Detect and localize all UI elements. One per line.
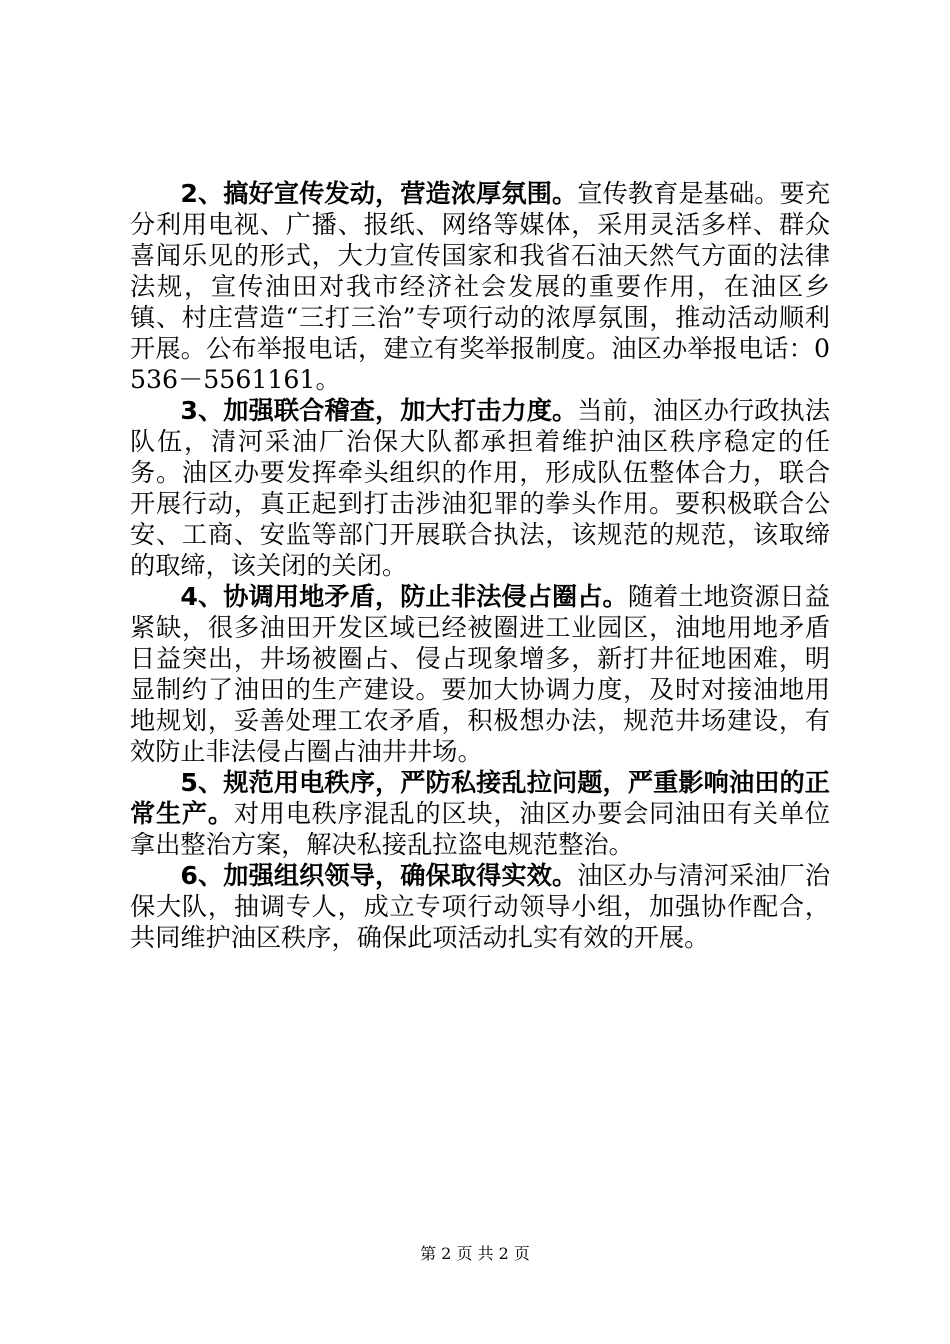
paragraph-joint-inspection xyxy=(130,395,830,581)
paragraph-text: 当前，油区办行政执法队伍，清河采油厂治保大队都承担着维护油区秩序稳定的任务。油区办要发挥牵头组织的作用，形成队伍整体合力，联合开展行动，真正起到打击涉油犯罪的拳头作用。要积极联合公安、工商、安监等部门开展联合执法，该规范的规范，该取缔的取缔，该关闭的关闭。 xyxy=(130,396,831,580)
paragraph-text: 宣传教育是基础。要充分利用电视、广播、报纸、网络等媒体，采用灵活多样、群众喜闻乐见的形式，大力宣传国家和我省石油天然气方面的法律法规，宣传油田对我市经济社会发展的重要作用，在油区乡镇、村庄营造“三打三治”专项行动的浓厚氛围，推动活动顺利开展。公布举报电话，建立有奖举报制度。油区办举报电话：0536－5561161。 xyxy=(130,179,831,394)
paragraph-heading: 5、规范用电秩序，严防私接乱拉问题，严重影响油田的正常生产。 xyxy=(130,768,830,828)
document-body xyxy=(130,178,830,953)
paragraph-heading: 3、加强联合稽查，加大打击力度。 xyxy=(180,396,578,425)
paragraph-publicity xyxy=(130,178,830,395)
paragraph-text: 随着土地资源日益紧缺，很多油田开发区域已经被圈进工业园区，油地用地矛盾日益突出，井场被圈占、侵占现象增多，新打井征地困难，明显制约了油田的生产建设。要加大协调力度，及时对接油地用地规划，妥善处理工农矛盾，积极想办法，规范井场建设，有效防止非法侵占圈占油井井场。 xyxy=(130,582,830,766)
paragraph-heading: 6、加强组织领导，确保取得实效。 xyxy=(180,861,578,890)
paragraph-land-use xyxy=(130,581,830,767)
paragraph-electricity xyxy=(130,767,830,860)
paragraph-text: 对用电秩序混乱的区块，油区办要会同油田有关单位拿出整治方案，解决私接乱拉盗电规范整治。 xyxy=(130,799,831,859)
paragraph-text: 油区办与清河采油厂治保大队，抽调专人，成立专项行动领导小组，加强协作配合，共同维护油区秩序，确保此项活动扎实有效的开展。 xyxy=(130,861,831,952)
paragraph-heading: 4、协调用地矛盾，防止非法侵占圈占。 xyxy=(180,582,628,611)
paragraph-heading: 2、搞好宣传发动，营造浓厚氛围。 xyxy=(180,179,578,208)
page-footer: 第 2 页 共 2 页 xyxy=(420,1244,530,1263)
paragraph-leadership xyxy=(130,860,830,953)
